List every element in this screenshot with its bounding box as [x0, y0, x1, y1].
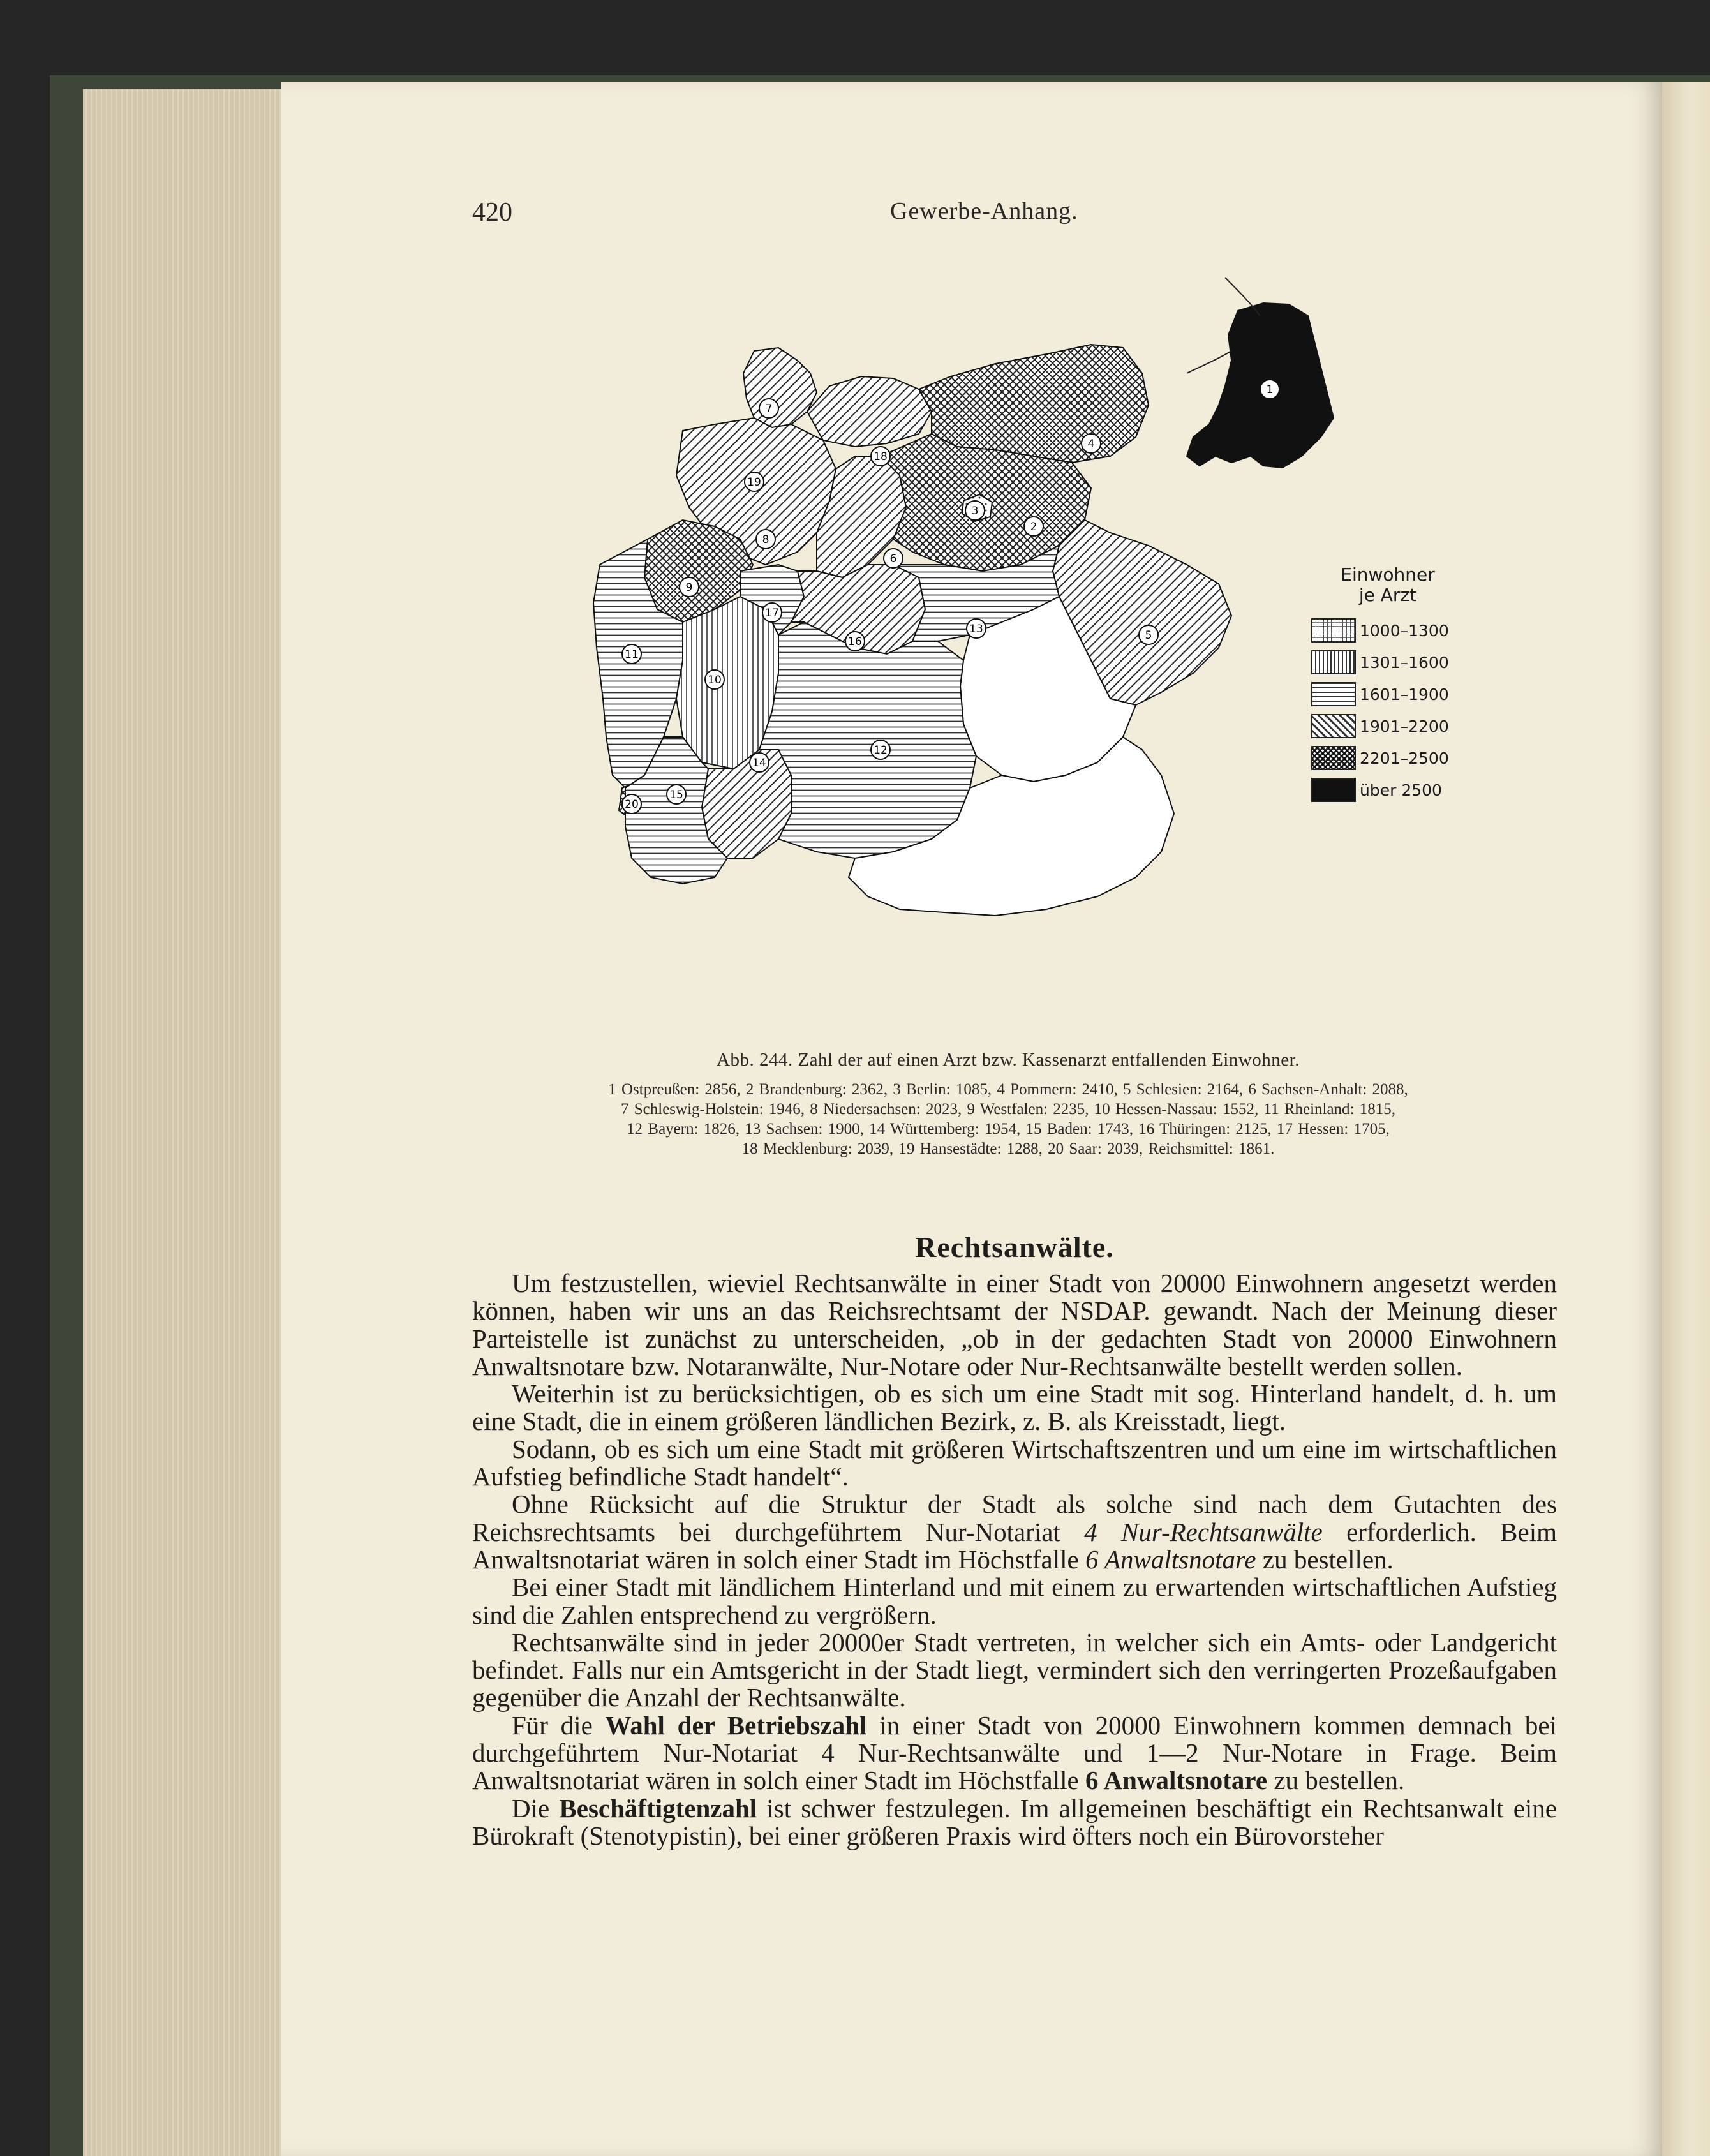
region-ostpreussen [1187, 303, 1334, 468]
svg-text:10: 10 [708, 674, 722, 687]
legend-title: Einwohner je Arzt [1341, 564, 1435, 606]
caption-line: 7 Schleswig-Holstein: 1946, 8 Niedersachsen: 2023, 9 Westfalen: 2235, 10 Hessen-Nassau: 1552, 11 Rheinland: 1815, [621, 1101, 1395, 1118]
running-head: Gewerbe-Anhang. [890, 198, 1078, 225]
svg-text:3: 3 [971, 505, 979, 517]
paragraph: Rechtsanwälte sind in jeder 20000er Stadt vertreten, in welcher sich ein Amts- oder Landgericht befindet. Falls nur ein Amtsgericht in der Stadt liegt, vermindert sich den verringerten Prozeßaufgaben gegenüber die Anzahl der Rechtsanwälte. [472, 1627, 1557, 1713]
label-20 [622, 794, 641, 814]
svg-text:1: 1 [1266, 383, 1274, 396]
solid-black-swatch [1311, 778, 1356, 802]
label-10 [705, 670, 724, 689]
svg-text:4: 4 [1087, 438, 1095, 450]
caption-line: 18 Mecklenburg: 2039, 19 Hansestädte: 1288, 20 Saar: 2039, Reichsmittel: 1861. [741, 1140, 1275, 1157]
caption-line: 12 Bayern: 1826, 13 Sachsen: 1900, 14 Württemberg: 1954, 15 Baden: 1743, 16 Thüringen: 2125, 17 Hessen: 1705, [627, 1120, 1390, 1138]
paragraph: Um festzustellen, wieviel Rechtsanwälte in einer Stadt von 20000 Einwohnern angesetzt werden können, haben wir uns an das Reichsrechtsamt der NSDAP. gewandt. Nach der Meinung dieser Parteistelle ist zunächst zu unterscheiden, „ob in der gedachten Stadt von 20000 Einwohnern Anwaltsnotare bzw. Notaranwälte, Nur-Notare oder Nur-Rechtsanwälte bestellt werden sollen. [472, 1268, 1557, 1381]
label-7 [759, 399, 778, 418]
svg-text:12: 12 [874, 744, 888, 757]
legend-item: 1901–2200 [1311, 710, 1464, 742]
label-12 [871, 740, 890, 759]
legend-item: über 2500 [1311, 774, 1464, 806]
cross-hatch-swatch [1311, 746, 1356, 770]
map-legend [1311, 565, 1464, 807]
label-18 [871, 447, 890, 466]
vertical-lines-swatch [1311, 650, 1356, 674]
caption-title: Abb. 244. Zahl der auf einen Arzt bzw. Kassenarzt entfallenden Einwohner. [717, 1050, 1300, 1070]
page-header [472, 195, 1557, 233]
page-edges [83, 89, 282, 2156]
label-6 [884, 549, 903, 568]
svg-text:13: 13 [969, 623, 983, 636]
legend-item: 1301–1600 [1311, 646, 1464, 678]
label-16 [845, 632, 865, 651]
diagonal-lines-swatch [1311, 714, 1356, 738]
label-4 [1082, 434, 1101, 453]
svg-text:20: 20 [625, 798, 639, 811]
paragraph: Für die Wahl der Betriebszahl in einer Stadt von 20000 Einwohnern kommen demnach bei durchgeführtem Nur-Notariat 4 Nur-Rechtsanwälte und 1—2 Nur-Notare in Frage. Beim Anwaltsnotariat wären in solch einer Stadt im Höchstfalle 6 Anwaltsnotare zu bestellen. [472, 1710, 1557, 1795]
body-text [472, 1270, 1557, 1850]
svg-text:6: 6 [889, 553, 897, 565]
page-number: 420 [472, 198, 512, 227]
region-wuerttemberg [702, 750, 791, 858]
label-17 [762, 603, 782, 622]
paragraph: Sodann, ob es sich um eine Stadt mit größeren Wirtschaftszentren und um eine im wirtschaftlichen Aufstieg befindliche Stadt handelt“. [472, 1434, 1557, 1492]
label-14 [750, 753, 769, 772]
svg-text:15: 15 [669, 789, 683, 801]
dotted-grid-swatch [1311, 618, 1356, 643]
svg-text:16: 16 [848, 636, 862, 648]
svg-text:17: 17 [765, 607, 779, 620]
legend-item: 1601–1900 [1311, 678, 1464, 710]
region-mecklenburg [807, 376, 932, 447]
legend-item: 2201–2500 [1311, 742, 1464, 774]
horizontal-lines-swatch [1311, 682, 1356, 706]
label-3 [965, 501, 985, 520]
svg-text:7: 7 [765, 403, 773, 415]
label-5 [1139, 625, 1158, 644]
label-15 [667, 785, 686, 804]
facing-page-edge [1662, 82, 1710, 2156]
label-2 [1024, 517, 1043, 536]
label-13 [967, 619, 986, 638]
region-schleswig-holstein [743, 348, 817, 427]
svg-text:14: 14 [752, 757, 766, 769]
label-19 [745, 472, 764, 491]
caption-line: 1 Ostpreußen: 2856, 2 Brandenburg: 2362, 3 Berlin: 1085, 4 Pommern: 2410, 5 Schlesien: 2164, 6 Sachsen-Anhalt: 2088, [608, 1081, 1408, 1098]
region-bayern [759, 622, 976, 858]
svg-text:2: 2 [1030, 521, 1037, 533]
label-8 [756, 530, 775, 549]
paragraph: Weiterhin ist zu berücksichtigen, ob es sich um eine Stadt mit sog. Hinterland handelt, d. h. um eine Stadt, die in einem größeren ländlichen Bezirk, z. B. als Kreisstadt, liegt. [472, 1379, 1557, 1436]
svg-text:11: 11 [625, 648, 639, 661]
svg-text:8: 8 [762, 533, 770, 546]
label-1 [1260, 380, 1279, 399]
figure-caption [485, 1050, 1531, 1159]
svg-text:19: 19 [747, 476, 761, 489]
paragraph: Ohne Rücksicht auf die Struktur der Stadt als solche sind nach dem Gutachten des Reichsrechtsamts bei durchgeführtem Nur-Notariat 4 Nur-Rechtsanwälte erforderlich. Beim Anwaltsnotariat wären in solch einer Stadt im Höchstfalle 6 Anwaltsnotare zu bestellen. [472, 1489, 1557, 1574]
section-title: Rechtsanwälte. [915, 1231, 1114, 1263]
paragraph: Die Beschäftigtenzahl ist schwer festzulegen. Im allgemeinen beschäftigt ein Rechtsanwalt eine Bürokraft (Stenotypistin), bei einer größeren Praxis wird öfters noch ein Bürovorsteher [472, 1793, 1557, 1850]
svg-text:9: 9 [685, 581, 693, 594]
svg-text:5: 5 [1145, 629, 1152, 642]
svg-text:18: 18 [874, 450, 888, 463]
label-11 [622, 644, 641, 664]
legend-item: 1000–1300 [1311, 614, 1464, 646]
paragraph: Bei einer Stadt mit ländlichem Hinterland und mit einem zu erwartenden wirtschaftlichen Aufstieg sind die Zahlen entsprechend zu vergrößern. [472, 1572, 1557, 1630]
label-9 [680, 577, 699, 597]
